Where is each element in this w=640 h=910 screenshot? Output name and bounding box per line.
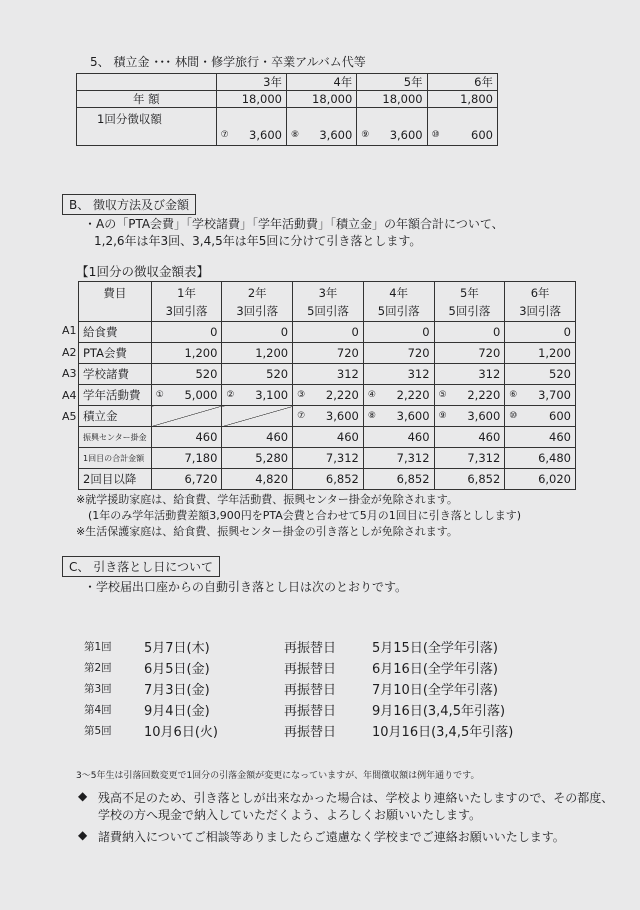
- schedule-retry-date: 9月16日(3,4,5年引落): [372, 704, 506, 719]
- schedule-retry-label: 再振替日: [284, 662, 337, 677]
- times-label: 5回引落: [307, 303, 349, 318]
- cell-value: 6,852: [325, 472, 359, 486]
- sectionB-note2: (1年のみ学年活動費差額3,900円をPTA会費と合わせて5月の1回目に引き落としします): [88, 509, 522, 522]
- circled-number: ⑤: [438, 390, 447, 400]
- sectionC-bullet1b: 学校の方へ現金で納入していただくよう、よろしくお願いいたします。: [98, 808, 482, 822]
- cell-value: 0: [351, 325, 359, 339]
- collection-cell: [434, 364, 505, 385]
- cell-value: 312: [336, 367, 359, 381]
- collection-cell: [151, 469, 222, 490]
- collection-cell: [151, 322, 222, 343]
- collection-cell: [363, 448, 434, 469]
- collection-cell: [505, 385, 576, 406]
- section5-table: [76, 73, 498, 146]
- schedule-row: [84, 699, 542, 720]
- mark-9: ⑨: [361, 130, 370, 140]
- year-label: 2年: [247, 285, 267, 300]
- collection-cell: [222, 427, 293, 448]
- year-label: 1年: [177, 285, 196, 300]
- sectionC-bullet2: 諸費納入についてご相談等ありましたらご遠慮なく学校までご連絡お願いいたします。: [98, 830, 565, 844]
- collection-row: [79, 322, 576, 343]
- cell-value: 3,600: [396, 409, 430, 423]
- cell-value: 6,852: [467, 472, 501, 486]
- section5-header-5: 5年: [357, 74, 427, 91]
- cell-value: 0: [563, 325, 571, 339]
- cell-value: 0: [492, 325, 501, 339]
- cell-value: 2,220: [325, 388, 359, 402]
- circled-number: ①: [155, 390, 164, 400]
- schedule-retry-date: 7月10日(全学年引落): [372, 683, 498, 698]
- cell-value: 5,280: [255, 451, 289, 465]
- section5-title: 5、 積立金 ･･･ 林間・修学旅行・卒業アルバム代等: [90, 55, 366, 69]
- cell-value: 720: [407, 346, 430, 360]
- collection-row: [79, 343, 576, 364]
- row-code-a4: A4: [62, 389, 77, 402]
- circled-number: ⑥: [509, 390, 518, 400]
- circled-number: ③: [297, 390, 306, 400]
- collection-cell: [363, 322, 434, 343]
- cell-value: 2,220: [467, 388, 501, 402]
- collection-cell: [505, 322, 576, 343]
- row-code-a2: A2: [62, 346, 77, 359]
- collection-cell: [363, 427, 434, 448]
- mark-8: ⑧: [290, 130, 300, 140]
- collection-row-label: 学年活動費: [79, 385, 152, 406]
- collection-cell: [293, 385, 364, 406]
- cell-value: 600: [549, 409, 571, 423]
- year-label: 6年: [530, 285, 550, 300]
- cell-value: 460: [478, 430, 501, 444]
- cell-value: 3,700: [538, 388, 571, 402]
- schedule-number: 第3回: [84, 683, 112, 695]
- year-label: 3年: [318, 285, 338, 300]
- collection-cell: [151, 427, 222, 448]
- schedule-row: [84, 657, 542, 678]
- cell-value: 460: [336, 430, 359, 444]
- section5-per-3: [216, 108, 286, 146]
- collection-cell: [222, 385, 293, 406]
- schedule-body: [84, 636, 542, 741]
- collection-row: [79, 406, 576, 427]
- circled-number: ⑦: [297, 411, 306, 421]
- section5-per-4-value: 3,600: [319, 128, 353, 142]
- cell-value: 0: [210, 325, 218, 339]
- collection-cell: [293, 343, 364, 364]
- collection-cell: [363, 364, 434, 385]
- cell-value: 1,200: [538, 346, 571, 360]
- cell-value: 3,600: [325, 409, 359, 423]
- section5-header-row: [77, 74, 498, 91]
- section5-per-row: [77, 108, 498, 146]
- schedule-row: [84, 636, 542, 657]
- cell-value: 460: [266, 430, 289, 444]
- collection-row-label: 給食費: [79, 322, 152, 343]
- collection-row-label: 振興センター掛金: [79, 427, 152, 448]
- row-code-a1: A1: [62, 324, 77, 337]
- schedule-number: 第2回: [84, 662, 112, 674]
- collection-row: [79, 385, 576, 406]
- sectionB-note1: ※就学援助家庭は、給食費、学年活動費、振興センター掛金が免除されます。: [76, 493, 458, 506]
- cell-value: 7,312: [325, 451, 359, 465]
- cell-value: 7,180: [184, 451, 218, 465]
- section5-annual-4: 18,000: [286, 91, 356, 108]
- cell-value: 1,200: [255, 346, 289, 360]
- collection-header-1: [151, 282, 222, 322]
- collection-cell: [293, 322, 364, 343]
- section5-annual-5: 18,000: [357, 91, 427, 108]
- cell-value: 520: [195, 367, 218, 381]
- schedule-date: 10月6日(火): [144, 725, 218, 740]
- cell-value: 312: [478, 367, 501, 381]
- cell-value: 312: [407, 367, 430, 381]
- collection-row: [79, 448, 576, 469]
- collection-header-5: [434, 282, 505, 322]
- section5-annual-6: 1,800: [427, 91, 497, 108]
- schedule-retry-date: 5月15日(全学年引落): [372, 641, 498, 656]
- cell-value: 4,820: [255, 472, 289, 486]
- schedule-number: 第1回: [84, 641, 112, 653]
- section5-annual-label: 年 額: [77, 91, 217, 108]
- collection-cell: [222, 322, 293, 343]
- schedule-number: 第5回: [84, 725, 112, 737]
- collection-row-label: PTA会費: [79, 343, 152, 364]
- schedule-number: 第4回: [84, 704, 112, 716]
- section5-annual-row: [77, 91, 498, 108]
- sectionB-table-title: 【1回分の徴収金額表】: [76, 264, 209, 279]
- section5-header-3: 3年: [216, 74, 286, 91]
- section5-per-label: 1回分徴収額: [77, 108, 217, 146]
- collection-cell: [151, 385, 222, 406]
- cell-value: 460: [195, 430, 218, 444]
- cell-value: 460: [549, 430, 571, 444]
- cell-value: 3,100: [255, 388, 289, 402]
- collection-cell: [505, 427, 576, 448]
- schedule-retry-date: 10月16日(3,4,5年引落): [372, 725, 514, 740]
- collection-cell: [363, 343, 434, 364]
- cell-value: 0: [422, 325, 430, 339]
- cell-value: 5,000: [184, 388, 218, 402]
- collection-cell: [505, 406, 576, 427]
- collection-cell: [434, 343, 505, 364]
- collection-table: [78, 281, 576, 490]
- schedule-row: [84, 678, 542, 699]
- section5-per-6: [427, 108, 497, 146]
- schedule-retry-label: 再振替日: [284, 683, 337, 698]
- bullet2-icon: ◆: [78, 828, 88, 842]
- schedule-retry-label: 再振替日: [284, 704, 337, 719]
- collection-row: [79, 427, 576, 448]
- section5-header-blank: [77, 74, 217, 91]
- collection-cell: [293, 448, 364, 469]
- sectionB-note3: ※生活保護家庭は、給食費、振興センター掛金の引き落としが免除されます。: [76, 525, 458, 538]
- circled-number: ⑧: [367, 411, 376, 421]
- collection-cell: [151, 406, 222, 427]
- circled-number: ②: [226, 390, 235, 400]
- collection-cell: [151, 364, 222, 385]
- collection-cell: [363, 385, 434, 406]
- section5-per-4: [286, 108, 356, 146]
- sectionC-bullet1a: 残高不足のため、引き落としが出来なかった場合は、学校より連絡いたしますので、その都度、: [98, 791, 614, 805]
- collection-header-6: [505, 282, 576, 322]
- section5-per-3-value: 3,600: [249, 128, 282, 142]
- collection-cell: [222, 448, 293, 469]
- sectionB-line1: ・Aの「PTA会費」「学校諸費」「学年活動費」「積立金」の年額合計について、: [84, 217, 504, 231]
- cell-value: 720: [478, 346, 501, 360]
- circled-number: ⑨: [438, 411, 447, 421]
- collection-cell: [505, 343, 576, 364]
- schedule-retry-label: 再振替日: [284, 641, 337, 656]
- collection-cell: [222, 406, 293, 427]
- collection-cell: [293, 427, 364, 448]
- collection-cell: [363, 406, 434, 427]
- schedule-table: [84, 636, 542, 741]
- cell-value: 2,220: [396, 388, 430, 402]
- collection-cell: [151, 448, 222, 469]
- times-label: 3回引落: [519, 303, 562, 318]
- schedule-date: 5月7日(木): [144, 641, 210, 656]
- collection-cell: [151, 343, 222, 364]
- section5-header-4: 4年: [286, 74, 356, 91]
- schedule-retry-date: 6月16日(全学年引落): [372, 662, 498, 677]
- collection-row-label: 積立金: [79, 406, 152, 427]
- collection-cell: [434, 448, 505, 469]
- section5-header-6: 6年: [427, 74, 497, 91]
- schedule-retry-label: 再振替日: [284, 725, 337, 740]
- cell-value: 1,200: [184, 346, 218, 360]
- times-label: 5回引落: [377, 303, 420, 318]
- row-code-a5: A5: [62, 410, 77, 423]
- collection-header-3: [293, 282, 364, 322]
- cell-value: 720: [336, 346, 359, 360]
- cell-value: 6,852: [396, 472, 430, 486]
- schedule-date: 9月4日(金): [144, 704, 210, 719]
- collection-cell: [434, 322, 505, 343]
- collection-cell: [293, 469, 364, 490]
- cell-value: 7,312: [467, 451, 501, 465]
- collection-row: [79, 364, 576, 385]
- sectionC-footnote: 3～5年生は引落回数変更で1回分の引落金額が変更になっていますが、年間徴収額は例年通りです。: [76, 771, 480, 781]
- cell-value: 6,720: [184, 472, 218, 486]
- year-label: 5年: [460, 285, 479, 300]
- collection-cell: [434, 469, 505, 490]
- collection-cell: [222, 343, 293, 364]
- collection-cell: [434, 385, 505, 406]
- collection-row-label: 2回目以降: [79, 469, 152, 490]
- section5-per-5-value: 3,600: [389, 128, 423, 142]
- mark-7: ⑦: [220, 130, 229, 140]
- cell-value: 460: [407, 430, 430, 444]
- mark-10: ⑩: [431, 130, 440, 140]
- collection-row-label: 学校諸費: [79, 364, 152, 385]
- cell-value: 7,312: [396, 451, 430, 465]
- sectionB-heading: B、 徴収方法及び金額: [62, 194, 196, 215]
- sectionC-heading: C、 引き落とし日について: [62, 556, 220, 577]
- sectionC-line1: ・学校届出口座からの自動引き落とし日は次のとおりです。: [84, 580, 408, 594]
- section5-per-6-value: 600: [471, 128, 493, 142]
- cell-value: 3,600: [467, 409, 501, 423]
- collection-row: [79, 469, 576, 490]
- cell-value: 520: [266, 367, 289, 381]
- cell-value: 6,480: [538, 451, 571, 465]
- schedule-date: 7月3日(金): [144, 683, 210, 698]
- times-label: 3回引落: [165, 303, 208, 318]
- cell-value: 520: [549, 367, 571, 381]
- bullet1-icon: ◆: [78, 789, 88, 803]
- sectionB-line2: 1,2,6年は年3回、3,4,5年は年5回に分けて引き落とします。: [94, 234, 422, 248]
- collection-header-item: 費目: [79, 282, 152, 322]
- collection-cell: [505, 448, 576, 469]
- collection-cell: [434, 406, 505, 427]
- collection-body: [79, 322, 576, 490]
- year-label: 4年: [389, 285, 409, 300]
- section5-per-5: [357, 108, 427, 146]
- cell-value: 6,020: [538, 472, 571, 486]
- times-label: 3回引落: [236, 303, 279, 318]
- collection-cell: [293, 406, 364, 427]
- collection-header-2: [222, 282, 293, 322]
- schedule-date: 6月5日(金): [144, 662, 210, 677]
- collection-cell: [505, 364, 576, 385]
- collection-cell: [222, 364, 293, 385]
- collection-header-4: [363, 282, 434, 322]
- circled-number: ⑩: [509, 411, 518, 421]
- collection-row-label: 1回目の合計金額: [79, 448, 152, 469]
- collection-header-row: [79, 282, 576, 322]
- collection-cell: [293, 364, 364, 385]
- collection-cell: [505, 469, 576, 490]
- cell-value: 0: [280, 325, 289, 339]
- collection-cell: [222, 469, 293, 490]
- collection-cell: [434, 427, 505, 448]
- schedule-row: [84, 720, 542, 741]
- section5-annual-3: 18,000: [216, 91, 286, 108]
- collection-cell: [363, 469, 434, 490]
- times-label: 5回引落: [448, 303, 491, 318]
- circled-number: ④: [367, 390, 376, 400]
- row-code-a3: A3: [62, 367, 77, 380]
